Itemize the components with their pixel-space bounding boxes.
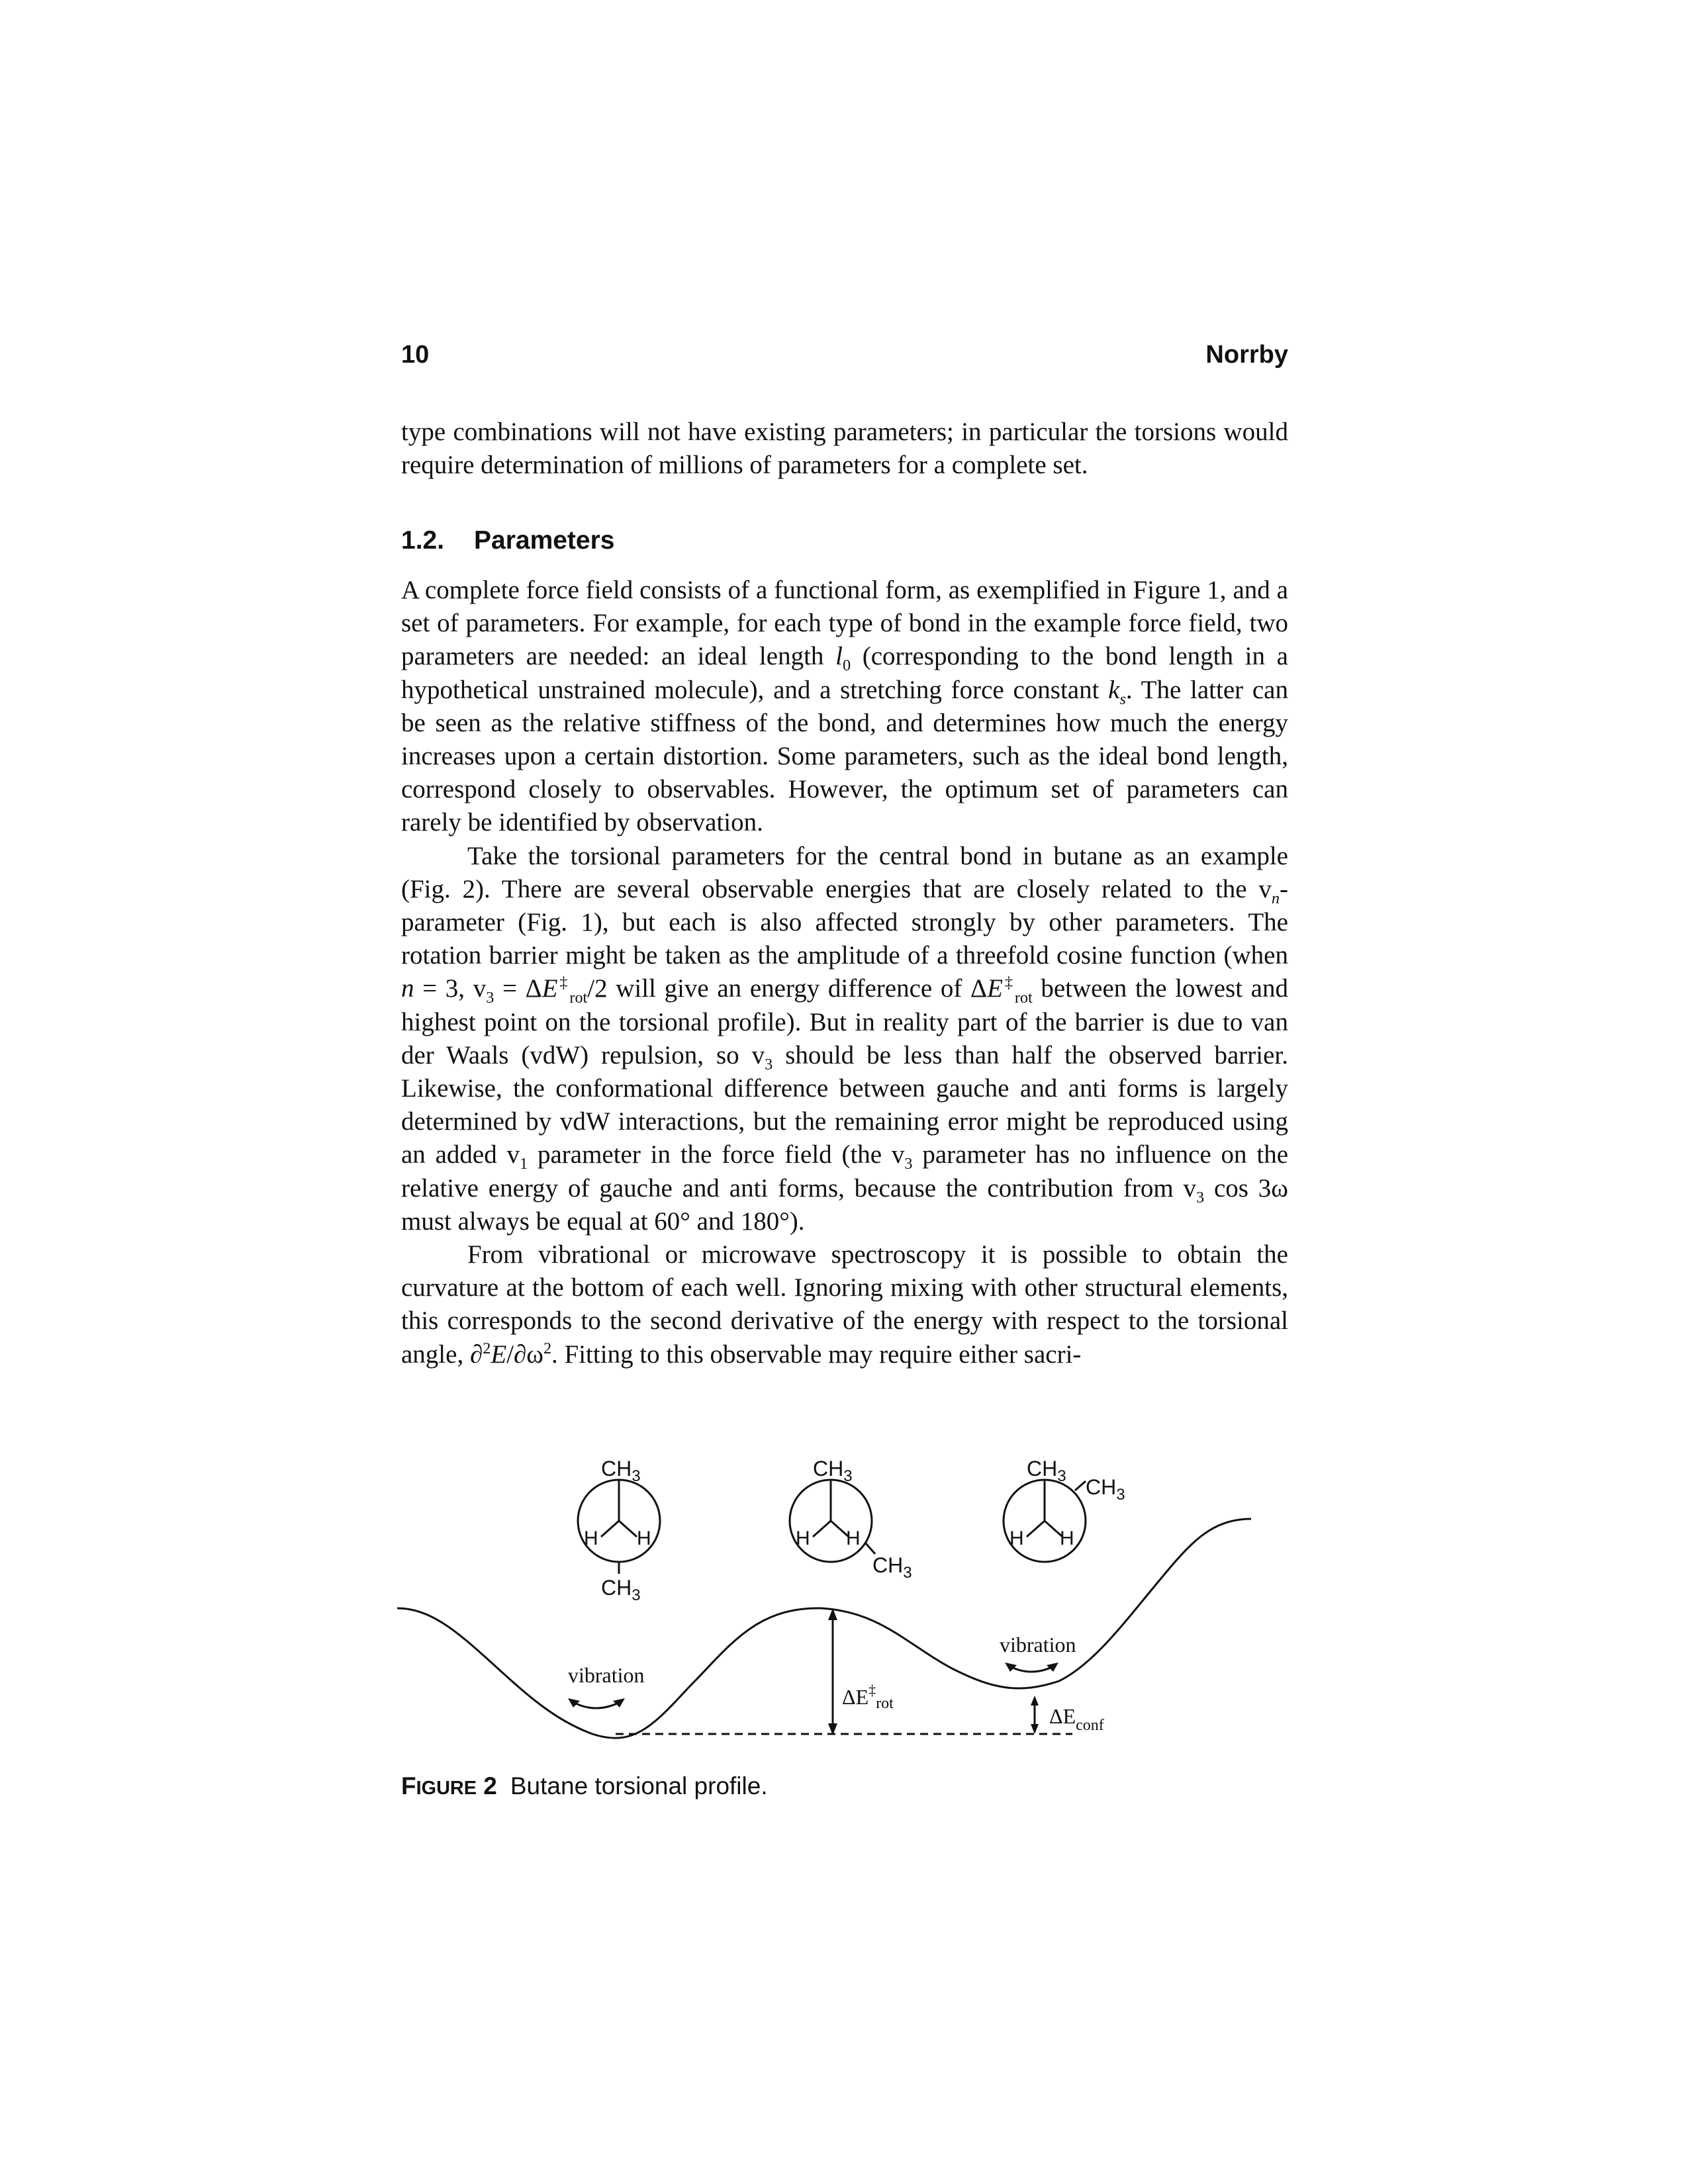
caption-text: Butane torsional profile. (510, 1772, 768, 1799)
main-text (401, 574, 1288, 1371)
vibration-label-left: vibration (568, 1663, 645, 1687)
energy-curve (397, 1519, 1251, 1738)
svg-text:H: H (796, 1527, 810, 1549)
svg-text:H: H (1009, 1527, 1024, 1549)
section-number: 1.2. (401, 526, 445, 555)
paragraph-1: A complete force field consists of a functional form, as exemplified in Figure 1, and a set of parameters. For example, for each type of bond in the example force field, two parameters are needed: an ideal length $l_0$ (corresponding to the bond length in a hypothetical unstrained molecule), and a stretching force constant $k_s$. The latter can be seen as the relative stiffness of the bond, and determines how much the energy increases upon a certain distortion. Some parameters, such as the ideal bond length, correspond closely to observables. However, the optimum set of parameters can rarely be identified by observation. (401, 576, 1288, 837)
newman-gauche (1004, 1457, 1125, 1562)
caption-label: FIGURE 2 (401, 1772, 497, 1799)
newman-anti (578, 1457, 660, 1604)
paragraph-intro: type combinations will not have existing parameters; in particular the torsions would require determination of millions of parameters for a complete set. (401, 418, 1288, 480)
paragraph-2: Take the torsional parameters for the central bond in butane as an example (Fig. 2). There are several observable energies that are closely related to the $v_n$-parameter (Fig. 1), but each is also affected strongly by other parameters. The rotation barrier might be taken as the amplitude of a threefold cosine function (when n = 3, $v_3 = \Delta E^\ddagger_{rot}/2$ will give an energy difference of $\Delta E^\ddagger_{rot}$ between the lowest and highest point on the torsional profile). But in reality part of the barrier is due to van der Waals (vdW) repulsion, so $v_3$ should be less than half the observed barrier. Likewise, the conformational difference between gauche and anti forms is largely determined by vdW interactions, but the remaining error might be reproduced using an added $v_1$ parameter in the force field (the $v_3$ parameter has no influence on the relative energy of gauche and anti forms, because the contribution from $v_3$ cos 3ω must always be equal at 60° and 180°). (401, 841, 1289, 1236)
running-author: Norrby (1205, 341, 1288, 369)
newman-eclipsed (790, 1457, 912, 1582)
paragraph-3: From vibrational or microwave spectroscopy it is possible to obtain the curvature at the bottom of each well. Ignoring mixing with other structural elements, this corresponds to the second derivative of the energy with respect to the torsional angle, $\partial^2E/\partial\omega^2$. Fitting to this observable may require either sacri- (401, 1240, 1288, 1369)
figure-2 (397, 1443, 1278, 1754)
section-heading (401, 526, 614, 555)
svg-text:CH3: $CH_3$ (1086, 1475, 1125, 1504)
section-title: Parameters (474, 526, 615, 555)
figure-caption (401, 1772, 768, 1800)
svg-text:CH3: $CH_3$ (872, 1553, 912, 1582)
svg-text:CH3: $CH_3$ (601, 1576, 641, 1604)
page-number: 10 (401, 341, 430, 369)
vibration-label-right: vibration (1000, 1633, 1076, 1657)
conf-label: $\Delta E_{conf}$ (1049, 1704, 1104, 1734)
svg-text:H: H (1060, 1527, 1074, 1549)
running-header (401, 341, 1288, 381)
svg-text:H: H (637, 1527, 651, 1549)
svg-text:CH3: $CH_3$ (601, 1457, 641, 1485)
barrier-arrow (828, 1608, 837, 1735)
intro-paragraph (401, 416, 1288, 482)
conf-arrow (1031, 1696, 1039, 1734)
svg-text:H: H (584, 1527, 598, 1549)
svg-text:CH3: $CH_3$ (1027, 1457, 1066, 1485)
torsional-profile-diagram (397, 1443, 1278, 1754)
barrier-label: $\Delta E^\ddagger_{rot}$ (842, 1682, 894, 1712)
svg-text:H: H (846, 1527, 861, 1549)
svg-text:CH3: $CH_3$ (813, 1457, 853, 1485)
